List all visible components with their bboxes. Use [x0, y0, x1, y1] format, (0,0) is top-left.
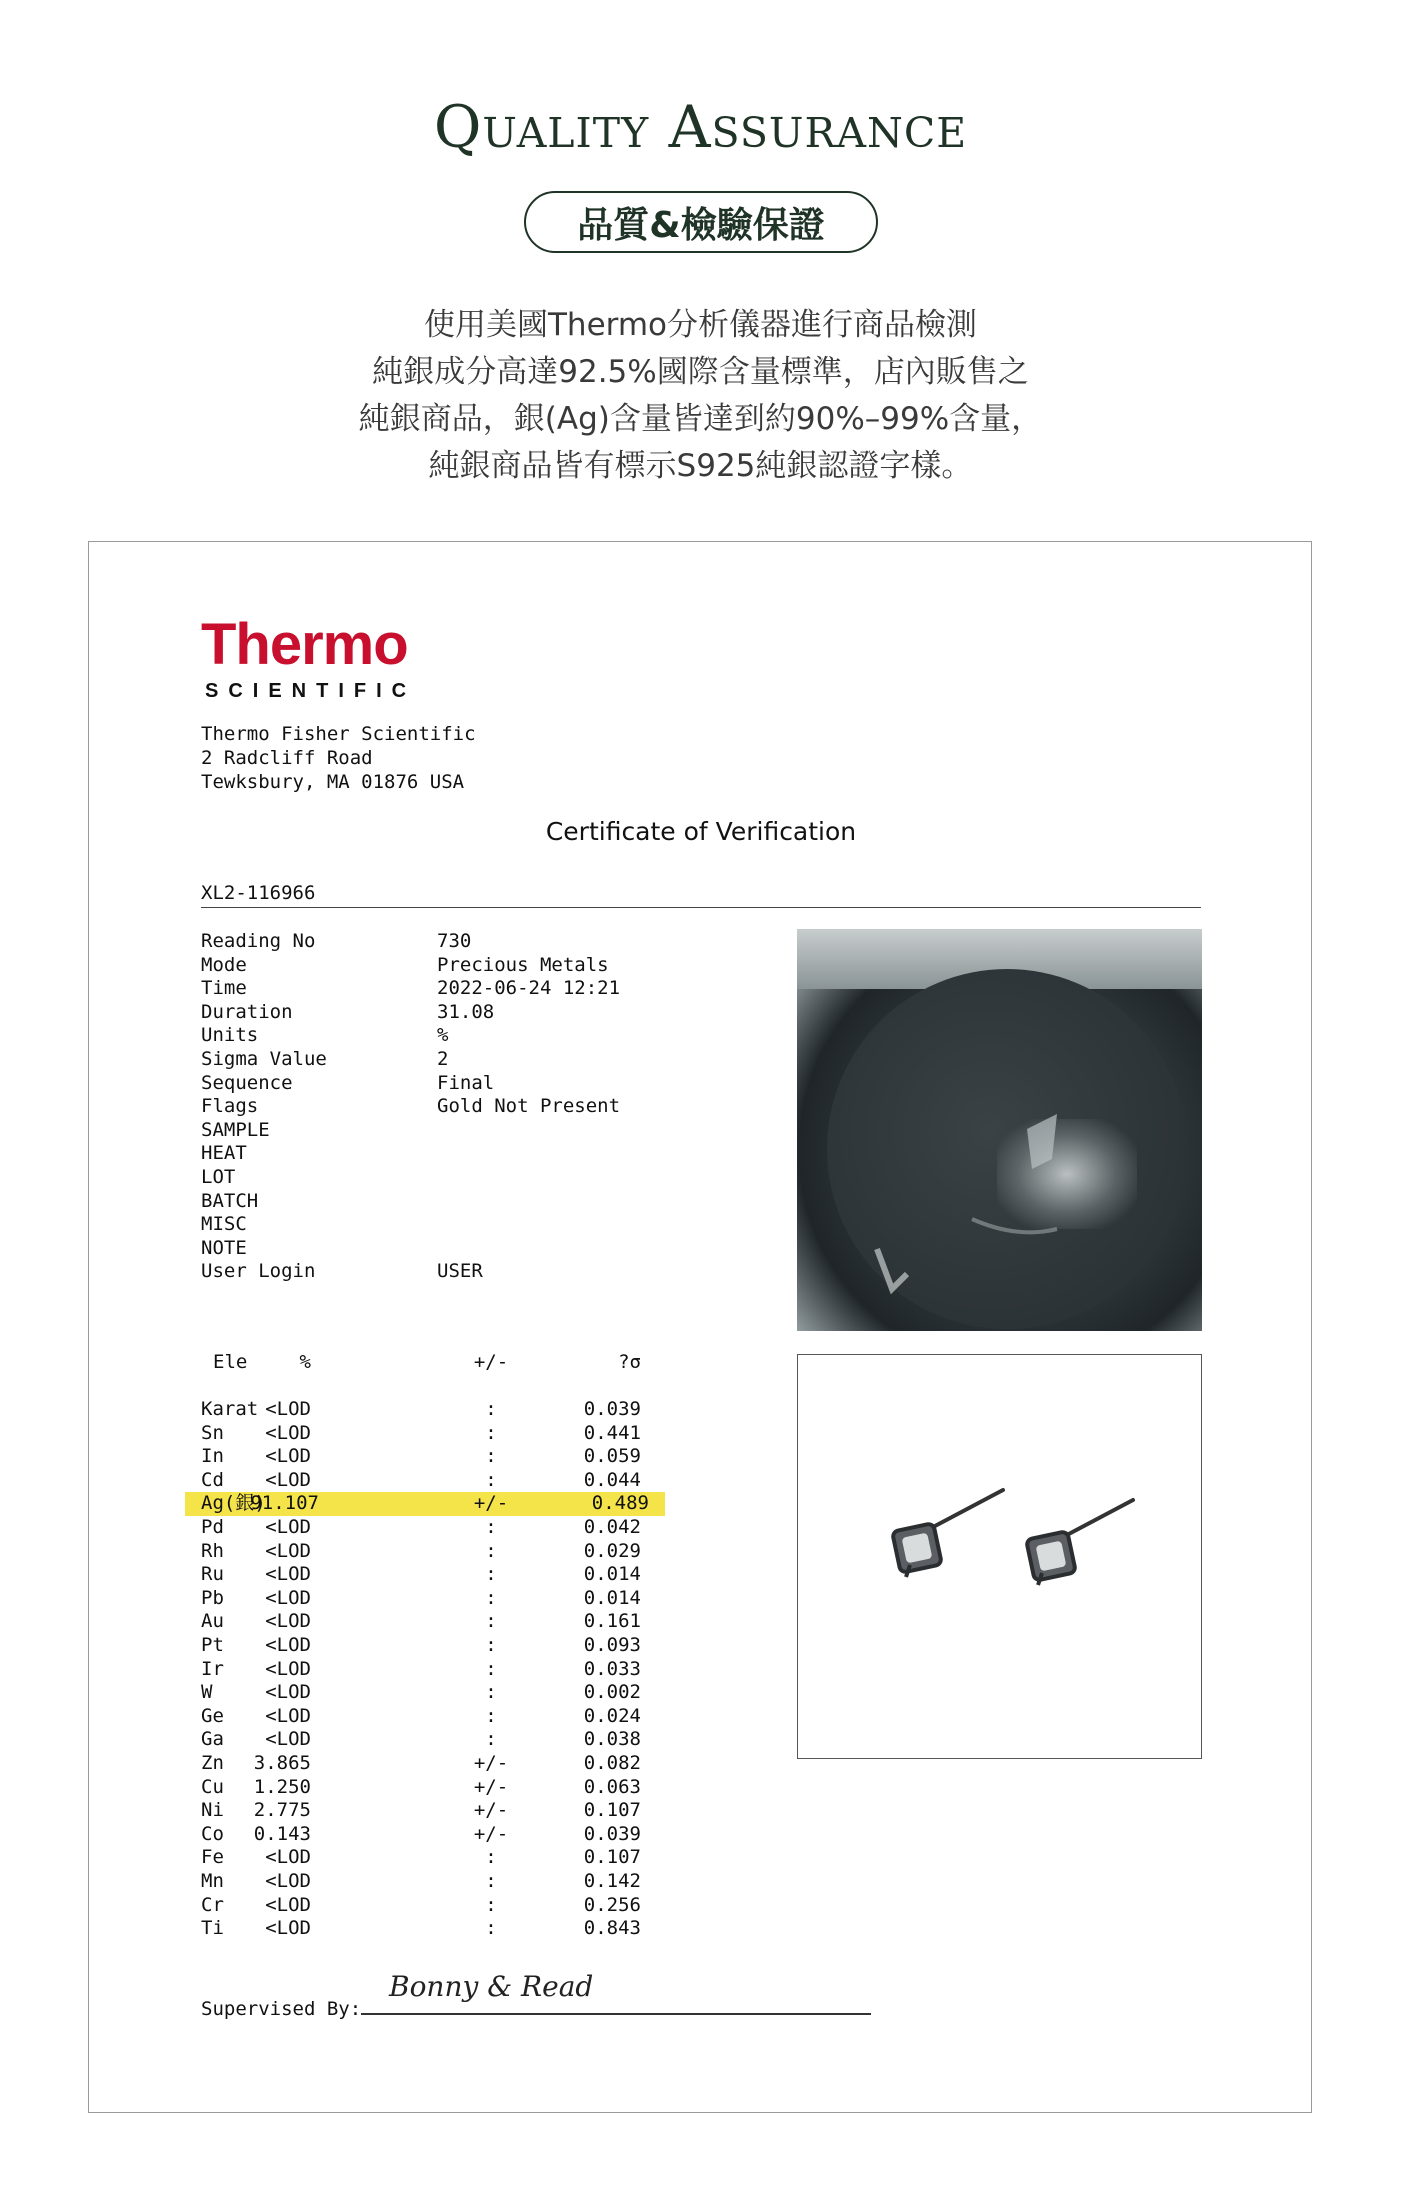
- sigma-cell: 0.014: [583, 1563, 641, 1586]
- percent-cell: <LOD: [265, 1539, 311, 1562]
- sigma-cell: 0.063: [583, 1775, 641, 1798]
- element-cell: Fe: [201, 1846, 224, 1869]
- plusminus-cell: :: [485, 1917, 497, 1940]
- element-cell: Rh: [201, 1539, 224, 1562]
- percent-cell: <LOD: [265, 1398, 311, 1420]
- plusminus-cell: :: [485, 1445, 497, 1468]
- info-row: [201, 1024, 620, 1048]
- certificate-document: [88, 541, 1312, 2113]
- percent-cell: 2.775: [253, 1799, 311, 1822]
- quality-badge-label: 品質&檢驗保證: [577, 204, 825, 246]
- sigma-cell: 0.044: [583, 1468, 641, 1491]
- table-row: [201, 1422, 641, 1446]
- address-line: Tewksbury, MA 01876 USA: [201, 771, 465, 793]
- plusminus-cell: :: [485, 1846, 497, 1869]
- sample-scan-photo: [797, 929, 1202, 1331]
- percent-cell: <LOD: [265, 1704, 311, 1727]
- info-key: Time: [201, 977, 247, 1000]
- sigma-cell: 0.093: [583, 1634, 641, 1656]
- percent-cell: <LOD: [265, 1893, 311, 1916]
- element-cell: Ir: [201, 1657, 224, 1680]
- info-value: %: [437, 1024, 449, 1047]
- percent-cell: <LOD: [265, 1421, 311, 1444]
- logo-subtitle: SCIENTIFIC: [205, 680, 417, 702]
- logo-wordmark: Thermo: [201, 612, 408, 677]
- table-row: [201, 1894, 641, 1918]
- element-cell: Co: [201, 1822, 224, 1845]
- plusminus-cell: :: [485, 1870, 497, 1892]
- element-cell: Cr: [201, 1893, 224, 1916]
- element-cell: Ele: [213, 1351, 248, 1373]
- table-row: [201, 1610, 641, 1634]
- info-row: [201, 1072, 620, 1096]
- element-cell: Ti: [201, 1917, 224, 1940]
- intro-line: 純銀成分高達92.5%國際含量標準，店內販售之: [372, 354, 1029, 390]
- sigma-cell: 0.161: [583, 1610, 641, 1633]
- table-row: [201, 1917, 641, 1941]
- device-serial: XL2-116966: [201, 882, 316, 904]
- table-row: [201, 1681, 641, 1705]
- table-row: [201, 1587, 641, 1611]
- info-row: [201, 1166, 620, 1190]
- info-row: [201, 1190, 620, 1214]
- quality-badge: [524, 191, 878, 253]
- intro-line: 純銀商品，銀(Ag)含量皆達到約90%–99%含量，: [358, 401, 1043, 437]
- sigma-cell: 0.039: [583, 1398, 641, 1420]
- plusminus-cell: :: [485, 1728, 497, 1751]
- element-cell: Karat: [201, 1398, 259, 1420]
- info-key: Reading No: [201, 930, 316, 952]
- plusminus-cell: +/-: [473, 1822, 509, 1845]
- plusminus-cell: :: [485, 1468, 497, 1491]
- info-value: 2: [437, 1047, 449, 1070]
- sigma-cell: 0.029: [583, 1539, 641, 1562]
- element-cell: Au: [201, 1610, 224, 1633]
- plusminus-cell: :: [485, 1539, 497, 1562]
- percent-cell: 3.865: [253, 1752, 311, 1774]
- info-key: User Login: [201, 1260, 316, 1283]
- info-value: USER: [437, 1260, 483, 1283]
- table-row: [201, 1705, 641, 1729]
- element-cell: Ru: [201, 1563, 224, 1586]
- info-key: MISC: [201, 1213, 247, 1236]
- element-cell: Pt: [201, 1634, 224, 1656]
- info-row: [201, 930, 620, 954]
- plusminus-cell: :: [485, 1421, 497, 1444]
- element-cell: Sn: [201, 1421, 224, 1444]
- percent-cell: <LOD: [265, 1657, 311, 1680]
- info-key: Flags: [201, 1095, 259, 1118]
- info-key: Sequence: [201, 1071, 293, 1094]
- table-row: [201, 1658, 641, 1682]
- plusminus-cell: :: [485, 1516, 497, 1538]
- info-value: Gold Not Present: [437, 1095, 621, 1118]
- info-row: [201, 1048, 620, 1072]
- info-row: [201, 977, 620, 1001]
- info-key: Mode: [201, 953, 247, 976]
- plusminus-cell: :: [485, 1610, 497, 1633]
- page-title: Quality Assurance: [433, 93, 968, 161]
- percent-cell: 1.250: [253, 1775, 311, 1798]
- plusminus-cell: :: [485, 1704, 497, 1727]
- element-cell: Cu: [201, 1775, 224, 1798]
- plusminus-cell: +/-: [473, 1351, 509, 1373]
- percent-cell: 0.143: [253, 1822, 311, 1845]
- sigma-cell: 0.441: [583, 1421, 641, 1444]
- info-key: Duration: [201, 1000, 293, 1023]
- sigma-cell: 0.038: [583, 1728, 641, 1751]
- info-row: [201, 954, 620, 978]
- percent-cell: <LOD: [265, 1468, 311, 1491]
- percent-cell: <LOD: [265, 1563, 311, 1586]
- element-cell: Zn: [201, 1752, 224, 1774]
- element-cell: Pb: [201, 1586, 224, 1609]
- sigma-cell: 0.024: [583, 1704, 641, 1727]
- address-line: 2 Radcliff Road: [201, 747, 373, 769]
- percent-cell: %: [299, 1351, 311, 1373]
- serial-divider: [201, 907, 1201, 908]
- sigma-cell: 0.082: [583, 1752, 641, 1774]
- percent-cell: <LOD: [265, 1728, 311, 1751]
- sigma-cell: 0.489: [591, 1492, 649, 1515]
- info-row: [201, 1260, 620, 1284]
- table-row: [201, 1846, 641, 1870]
- element-cell: Ge: [201, 1704, 224, 1727]
- intro-line: 純銀商品皆有標示S925純銀認證字樣。: [428, 448, 973, 484]
- sigma-cell: 0.002: [583, 1681, 641, 1704]
- table-row-highlighted: [185, 1492, 665, 1516]
- info-row: [201, 1142, 620, 1166]
- element-cell: W: [201, 1681, 213, 1704]
- percent-cell: <LOD: [265, 1634, 311, 1656]
- percent-cell: <LOD: [265, 1681, 311, 1704]
- info-row: [201, 1095, 620, 1119]
- info-value: 730: [437, 930, 472, 952]
- plusminus-cell: :: [485, 1398, 497, 1420]
- table-row: [201, 1799, 641, 1823]
- table-row: [201, 1870, 641, 1894]
- sigma-cell: 0.033: [583, 1657, 641, 1680]
- percent-cell: <LOD: [265, 1610, 311, 1633]
- info-key: SAMPLE: [201, 1118, 270, 1141]
- sigma-cell: 0.142: [583, 1870, 641, 1892]
- element-cell: Ga: [201, 1728, 224, 1751]
- table-header-row: [201, 1351, 641, 1375]
- plusminus-cell: :: [485, 1563, 497, 1586]
- sigma-cell: 0.039: [583, 1822, 641, 1845]
- plusminus-cell: +/-: [473, 1752, 509, 1774]
- address-line: Thermo Fisher Scientific: [201, 723, 476, 745]
- info-row: [201, 1001, 620, 1025]
- supervised-label: Supervised By:: [201, 1998, 362, 2020]
- info-key: Units: [201, 1024, 259, 1047]
- element-cell: Ag(銀): [201, 1492, 266, 1515]
- info-row: [201, 1237, 620, 1261]
- info-row: [201, 1213, 620, 1237]
- plusminus-cell: +/-: [473, 1492, 509, 1515]
- element-cell: In: [201, 1445, 224, 1468]
- earring-product-photo: [797, 1354, 1202, 1759]
- percent-cell: 91.107: [250, 1492, 319, 1515]
- info-value: 31.08: [437, 1000, 495, 1023]
- info-key: LOT: [201, 1165, 236, 1188]
- info-key: HEAT: [201, 1142, 247, 1165]
- sigma-cell: 0.014: [583, 1586, 641, 1609]
- sigma-cell: ?σ: [618, 1351, 641, 1373]
- sigma-cell: 0.042: [583, 1516, 641, 1538]
- table-row: [201, 1634, 641, 1658]
- info-key: Sigma Value: [201, 1047, 327, 1070]
- table-row: [201, 1516, 641, 1540]
- info-key: BATCH: [201, 1189, 259, 1212]
- percent-cell: <LOD: [265, 1846, 311, 1869]
- intro-text: [0, 302, 1401, 490]
- plusminus-cell: +/-: [473, 1775, 509, 1798]
- reading-info: [201, 930, 620, 1284]
- table-row: [201, 1398, 641, 1422]
- table-row: [201, 1823, 641, 1847]
- table-row: [201, 1776, 641, 1800]
- table-row: [201, 1469, 641, 1493]
- table-row: [201, 1752, 641, 1776]
- percent-cell: <LOD: [265, 1516, 311, 1538]
- sigma-cell: 0.107: [583, 1799, 641, 1822]
- element-cell: Pd: [201, 1516, 224, 1538]
- plusminus-cell: :: [485, 1586, 497, 1609]
- table-row: [201, 1445, 641, 1469]
- certificate-title: Certificate of Verification: [545, 817, 857, 846]
- plusminus-cell: :: [485, 1634, 497, 1656]
- sigma-cell: 0.107: [583, 1846, 641, 1869]
- plusminus-cell: :: [485, 1681, 497, 1704]
- info-value: Precious Metals: [437, 953, 609, 976]
- plusminus-cell: +/-: [473, 1799, 509, 1822]
- table-row: [201, 1728, 641, 1752]
- info-value: Final: [437, 1071, 495, 1094]
- sigma-cell: 0.843: [583, 1917, 641, 1940]
- table-row: [201, 1563, 641, 1587]
- sigma-cell: 0.059: [583, 1445, 641, 1468]
- plusminus-cell: :: [485, 1893, 497, 1916]
- info-row: [201, 1119, 620, 1143]
- percent-cell: <LOD: [265, 1870, 311, 1892]
- info-value: 2022-06-24 12:21: [437, 977, 621, 1000]
- element-cell: Ni: [201, 1799, 224, 1822]
- supervisor-signature: Bonny & Read: [389, 1970, 594, 2003]
- element-cell: Mn: [201, 1870, 224, 1892]
- company-address: [201, 722, 476, 794]
- table-row: [201, 1540, 641, 1564]
- info-key: NOTE: [201, 1236, 247, 1259]
- plusminus-cell: :: [485, 1657, 497, 1680]
- percent-cell: <LOD: [265, 1445, 311, 1468]
- thermo-logo: [201, 612, 417, 703]
- sigma-cell: 0.256: [583, 1893, 641, 1916]
- percent-cell: <LOD: [265, 1586, 311, 1609]
- element-cell: Cd: [201, 1468, 224, 1491]
- percent-cell: <LOD: [265, 1917, 311, 1940]
- intro-line: 使用美國Thermo分析儀器進行商品檢測: [423, 307, 978, 343]
